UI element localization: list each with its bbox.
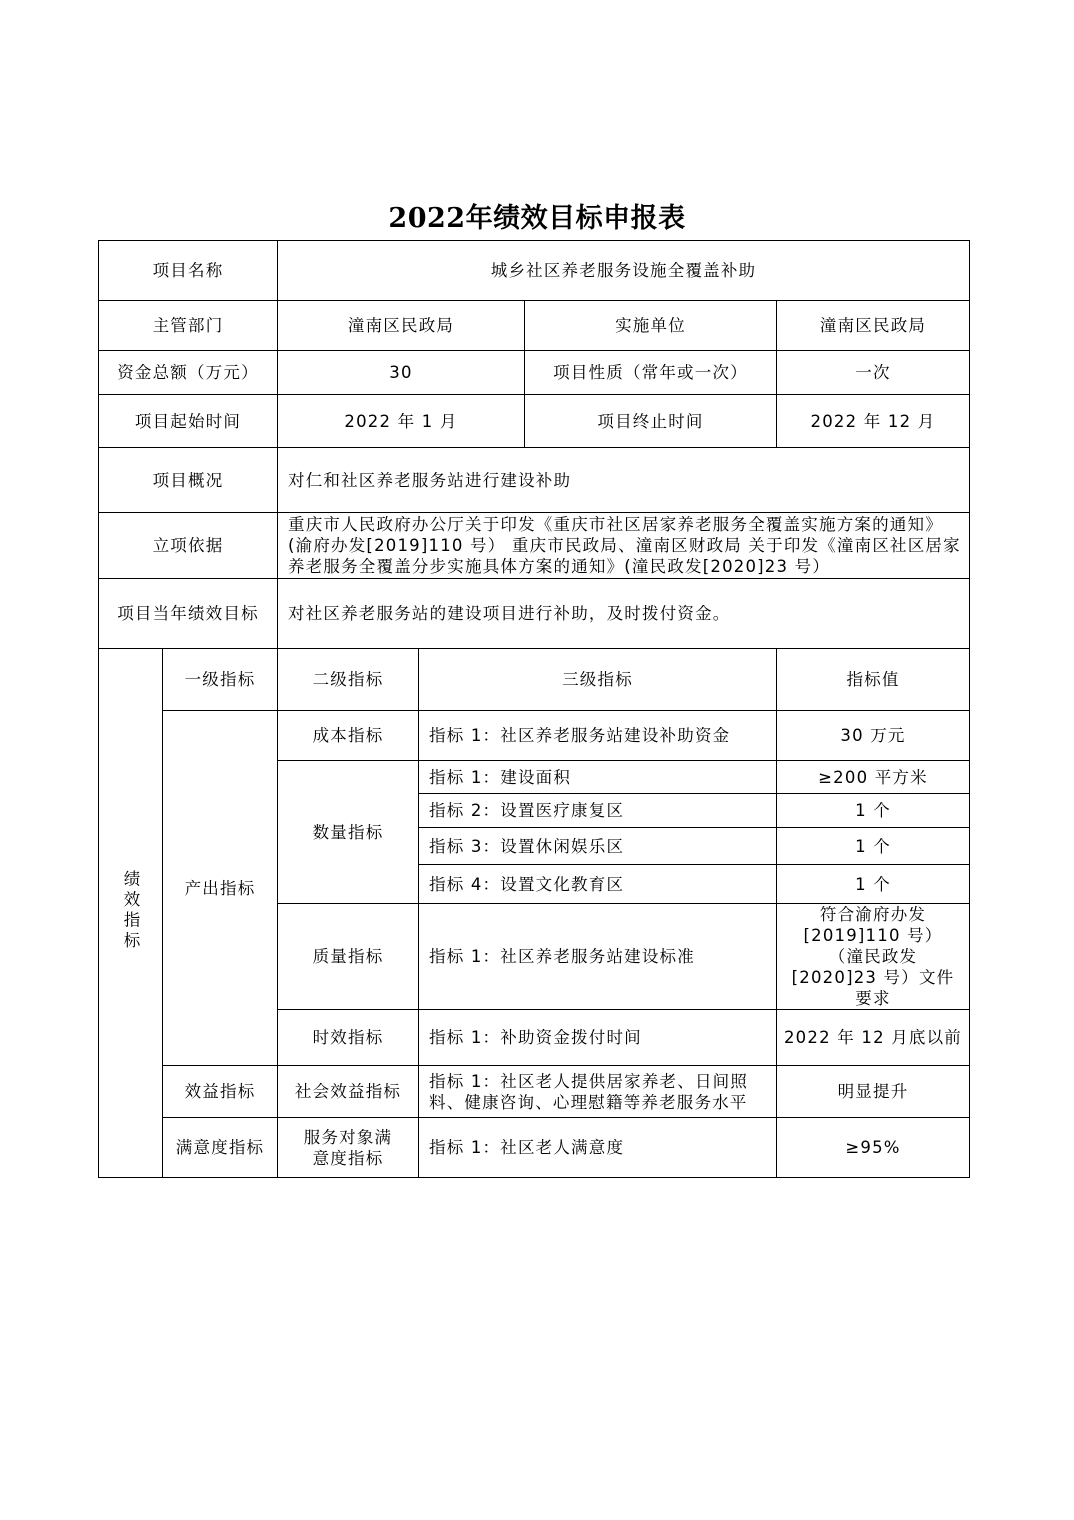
department-value: 潼南区民政局 xyxy=(278,301,525,351)
implementing-unit-label: 实施单位 xyxy=(525,301,777,351)
indicator-name: 指标 1：建设面积 xyxy=(419,761,777,794)
performance-indicators-text: 绩效指标 xyxy=(121,869,140,952)
end-time-value: 2022 年 12 月 xyxy=(777,395,970,448)
timeliness-indicators-label: 时效指标 xyxy=(278,1010,419,1066)
benefit-indicators-label: 效益指标 xyxy=(163,1066,278,1118)
indicator-value: ≥200 平方米 xyxy=(777,761,970,794)
indicator-name: 指标 3：设置休闲娱乐区 xyxy=(419,828,777,865)
quality-indicators-label: 质量指标 xyxy=(278,904,419,1010)
header-value: 指标值 xyxy=(777,649,970,711)
indicator-value: 1 个 xyxy=(777,794,970,828)
goal-value: 对社区养老服务站的建设项目进行补助，及时拨付资金。 xyxy=(278,579,970,649)
social-benefit-indicators-label: 社会效益指标 xyxy=(278,1066,419,1118)
row-basis xyxy=(99,513,970,579)
performance-indicators-label xyxy=(99,649,163,1178)
indicator-value: 1 个 xyxy=(777,828,970,865)
row-overview xyxy=(99,448,970,513)
row-project-name xyxy=(99,241,970,301)
indicator-name: 指标 4：设置文化教育区 xyxy=(419,865,777,904)
department-label: 主管部门 xyxy=(99,301,278,351)
header-level3: 三级指标 xyxy=(419,649,777,711)
indicator-value: 30 万元 xyxy=(777,711,970,761)
funds-label: 资金总额（万元） xyxy=(99,351,278,395)
funds-value: 30 xyxy=(278,351,525,395)
row-department xyxy=(99,301,970,351)
satisfaction-indicators-label: 满意度指标 xyxy=(163,1118,278,1178)
row-time xyxy=(99,395,970,448)
row-funds xyxy=(99,351,970,395)
start-time-label: 项目起始时间 xyxy=(99,395,278,448)
indicator-value: ≥95% xyxy=(777,1118,970,1178)
header-level1: 一级指标 xyxy=(163,649,278,711)
indicator-name: 指标 2：设置医疗康复区 xyxy=(419,794,777,828)
basis-value: 重庆市人民政府办公厅关于印发《重庆市社区居家养老服务全覆盖实施方案的通知》(渝府办发[2019]110 号） 重庆市民政局、潼南区财政局 关于印发《潼南区社区居家养老服务全覆盖分步实施具体方案的通知》(潼民政发[2020]23 号） xyxy=(278,513,970,579)
indicator-name: 指标 1：社区老人提供居家养老、日间照料、健康咨询、心理慰籍等养老服务水平 xyxy=(419,1066,777,1118)
start-time-value: 2022 年 1 月 xyxy=(278,395,525,448)
indicator-name: 指标 1：社区老人满意度 xyxy=(419,1118,777,1178)
indicator-name: 指标 1：社区养老服务站建设补助资金 xyxy=(419,711,777,761)
table-row xyxy=(99,1118,970,1178)
indicator-value: 符合渝府办发[2019]110 号） （潼民政发[2020]23 号）文件要求 xyxy=(777,904,970,1010)
table-row xyxy=(99,1066,970,1118)
project-name-value: 城乡社区养老服务设施全覆盖补助 xyxy=(278,241,970,301)
service-satisfaction-indicators-label: 服务对象满意度指标 xyxy=(278,1118,419,1178)
indicator-value: 明显提升 xyxy=(777,1066,970,1118)
indicator-value: 1 个 xyxy=(777,865,970,904)
cost-indicators-label: 成本指标 xyxy=(278,711,419,761)
overview-value: 对仁和社区养老服务站进行建设补助 xyxy=(278,448,970,513)
performance-goal-table xyxy=(98,240,970,1178)
row-goal xyxy=(99,579,970,649)
table-row xyxy=(99,711,970,761)
end-time-label: 项目终止时间 xyxy=(525,395,777,448)
indicator-name: 指标 1：社区养老服务站建设标准 xyxy=(419,904,777,1010)
project-name-label: 项目名称 xyxy=(99,241,278,301)
goal-label: 项目当年绩效目标 xyxy=(99,579,278,649)
row-indicator-headers xyxy=(99,649,970,711)
quantity-indicators-label: 数量指标 xyxy=(278,761,419,904)
implementing-unit-value: 潼南区民政局 xyxy=(777,301,970,351)
basis-label: 立项依据 xyxy=(99,513,278,579)
header-level2: 二级指标 xyxy=(278,649,419,711)
indicator-value: 2022 年 12 月底以前 xyxy=(777,1010,970,1066)
project-nature-label: 项目性质（常年或一次） xyxy=(525,351,777,395)
indicator-name: 指标 1：补助资金拨付时间 xyxy=(419,1010,777,1066)
project-nature-value: 一次 xyxy=(777,351,970,395)
output-indicators-label: 产出指标 xyxy=(163,711,278,1066)
page-title: 2022年绩效目标申报表 xyxy=(388,203,686,234)
overview-label: 项目概况 xyxy=(99,448,278,513)
